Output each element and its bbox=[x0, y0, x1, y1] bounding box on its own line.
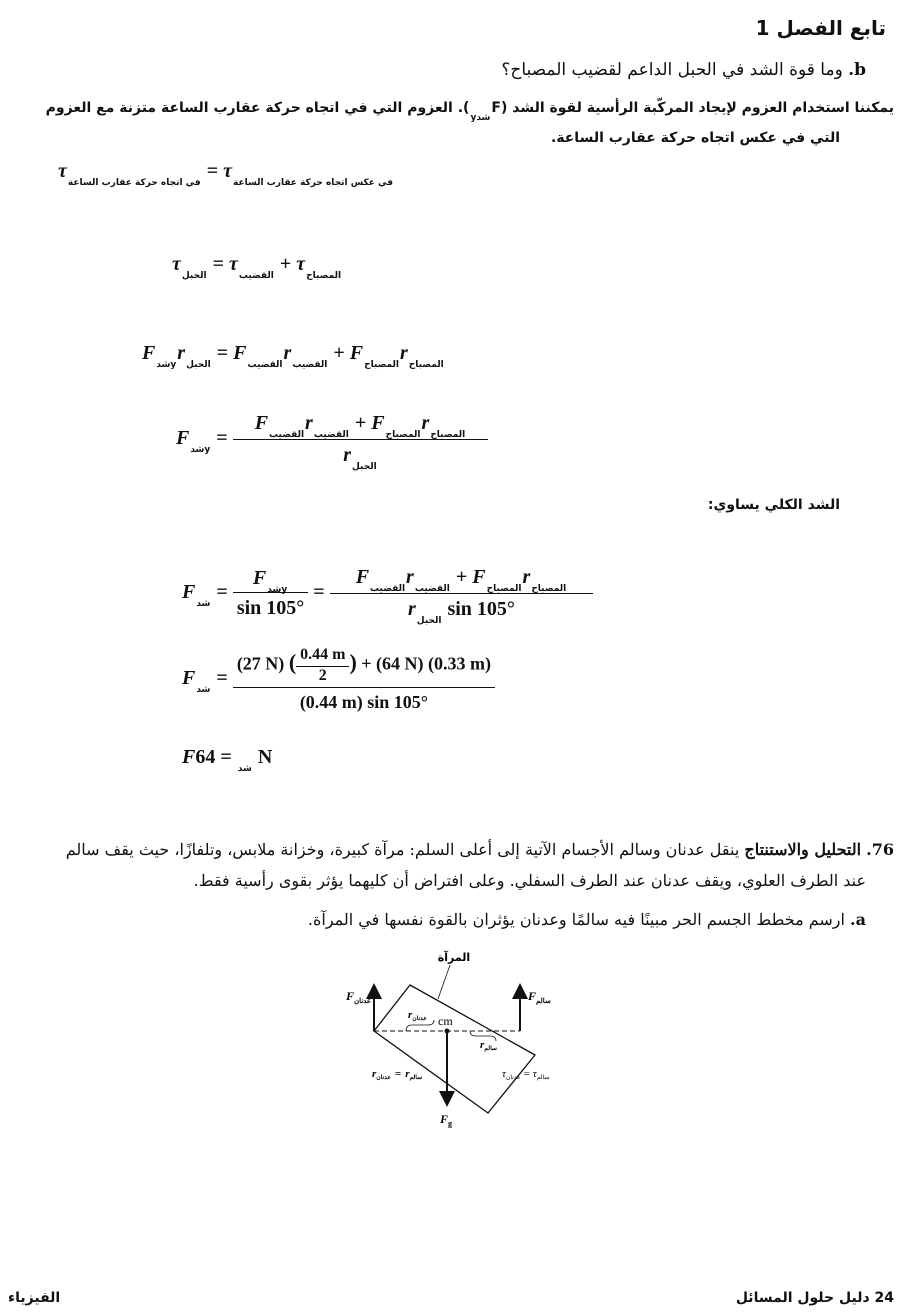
sub-rope: الحبل bbox=[186, 360, 211, 370]
tau-equality-label bbox=[502, 1068, 549, 1081]
r-symbol: r bbox=[372, 1068, 377, 1080]
r-salem-label bbox=[480, 1039, 497, 1052]
sub-lamp: المصباح bbox=[531, 584, 567, 594]
fraction-denominator: (0.44 m) sin 105° bbox=[233, 687, 495, 713]
plus-sign: + bbox=[333, 342, 345, 364]
force-symbol: F bbox=[254, 412, 269, 434]
inner-fraction bbox=[296, 646, 349, 685]
part-a-text: ارسم مخطط الجسم الحر مبينًا فيه سالمًا وعدنان يؤثران بالقوة نفسها في المرآة. bbox=[307, 910, 845, 929]
r-symbol: r bbox=[283, 342, 292, 364]
fraction-denominator: sin 105° bbox=[233, 592, 308, 620]
equals-sign: = bbox=[523, 1068, 530, 1080]
sub-tension-y: شدy bbox=[190, 445, 211, 456]
result-value: = 64 N bbox=[195, 746, 273, 768]
equals-sign: = bbox=[216, 667, 228, 690]
force-symbol: F bbox=[182, 667, 196, 690]
part-b-letter: b. bbox=[848, 60, 866, 80]
r-symbol: r bbox=[408, 1009, 413, 1021]
sub-tension-y: شدy bbox=[267, 585, 288, 595]
numeric-term-b: + (64 N) (0.33 m) bbox=[361, 653, 492, 674]
r-symbol: r bbox=[399, 342, 408, 364]
open-paren: ( bbox=[288, 649, 297, 675]
equals-sign: = bbox=[216, 427, 228, 450]
fraction bbox=[233, 412, 489, 472]
tau-symbol: τ bbox=[228, 253, 238, 275]
mirror-outline bbox=[374, 985, 535, 1113]
sub-lamp: المصباح bbox=[385, 430, 421, 440]
force-symbol: F bbox=[182, 746, 196, 768]
sub-rod: القضيب bbox=[292, 360, 328, 370]
sub-rod: القضيب bbox=[238, 271, 274, 281]
equals-sign: = bbox=[313, 581, 325, 604]
part-b-question bbox=[501, 60, 866, 80]
sub-lamp: المصباح bbox=[306, 271, 342, 281]
plus-sign: + bbox=[354, 412, 367, 434]
sub-tension: شد bbox=[196, 685, 211, 696]
equation-result bbox=[182, 746, 273, 774]
mirror-label: المرآة bbox=[437, 951, 471, 964]
sub-lamp: المصباح bbox=[408, 360, 444, 370]
problem-number: 76. bbox=[866, 840, 894, 859]
center-of-mass-dot bbox=[445, 1029, 450, 1034]
tau-symbol: τ bbox=[172, 253, 181, 275]
fraction-denominator bbox=[233, 439, 489, 472]
fg-sub: g bbox=[448, 1119, 453, 1128]
part-b-explanation-1 bbox=[45, 100, 894, 123]
r-symbol: r bbox=[405, 1068, 410, 1080]
footer-subject: الفيزياء bbox=[8, 1290, 61, 1306]
r-symbol: r bbox=[421, 412, 430, 434]
sub-tension: شد bbox=[196, 599, 211, 610]
equation-torque-sum bbox=[172, 253, 342, 281]
fraction-denominator bbox=[330, 593, 594, 626]
tau-symbol: τ bbox=[532, 1068, 537, 1080]
equals-sign: = bbox=[216, 581, 228, 604]
equation-torque-balance bbox=[58, 160, 394, 188]
problem-76-line-2: عند الطرف العلوي، ويقف عدنان عند الطرف السفلي. وعلى افتراض أن كليهما يؤثر بقوى رأسية فقط. bbox=[193, 871, 866, 890]
f-adnan-label bbox=[345, 989, 371, 1005]
equation-total-tension bbox=[182, 566, 593, 626]
fraction-numerator bbox=[233, 412, 489, 439]
r-salem-sub: سالم bbox=[484, 1046, 497, 1052]
equals-sign: = bbox=[216, 342, 229, 364]
explanation-text-b: ). العزوم التي في اتجاه حركة عقارب الساعة متزنة مع العزوم bbox=[45, 100, 470, 116]
equation-numeric bbox=[182, 646, 495, 713]
sin-term: sin 105° bbox=[447, 598, 515, 620]
force-symbol: F bbox=[182, 581, 196, 604]
fraction-numerator bbox=[330, 566, 594, 593]
tau-symbol: τ bbox=[502, 1068, 506, 1080]
mirror-label-pointer bbox=[438, 965, 450, 999]
tau-eq-right-sub: سالم bbox=[536, 1075, 550, 1081]
part-b-explanation-2: التي في عكس اتجاه حركة عقارب الساعة. bbox=[550, 130, 840, 146]
force-symbol: F bbox=[349, 342, 364, 364]
problem-text-1: ينقل عدنان وسالم الأجسام الآتية إلى أعلى السلم: مرآة كبيرة، وخزانة ملابس، وتلفازًا، حيث يقف سالم bbox=[65, 840, 740, 859]
explanation-text-a: يمكننا استخدام العزوم لإيجاد المركّبة الرأسية لقوة الشد (F bbox=[491, 100, 894, 116]
sub-rod: القضيب bbox=[414, 584, 450, 594]
sub-lamp: المصباح bbox=[486, 584, 522, 594]
equals-sign: = bbox=[206, 160, 219, 182]
f-salem-label bbox=[527, 989, 551, 1005]
force-symbol: F bbox=[252, 567, 267, 589]
force-symbol: F bbox=[472, 566, 486, 588]
f-adnan-sub: عدنان bbox=[354, 997, 372, 1005]
close-paren: ) bbox=[349, 649, 357, 675]
sub-tension: شد bbox=[237, 764, 252, 774]
footer-page: 24 دليل حلول المسائل bbox=[735, 1290, 894, 1306]
part-a-letter: a. bbox=[850, 910, 866, 929]
cm-label: cm bbox=[438, 1014, 453, 1028]
plus-sign: + bbox=[279, 253, 292, 275]
sub-ccw: في عكس اتجاه حركة عقارب الساعة bbox=[232, 178, 394, 188]
tau-symbol: τ bbox=[296, 253, 306, 275]
r-adnan-label bbox=[408, 1009, 427, 1022]
inner-fraction-bottom: 2 bbox=[296, 666, 349, 685]
explanation-sub: شدy bbox=[470, 113, 491, 123]
equals-sign: = bbox=[394, 1068, 402, 1080]
inner-fraction-top: 0.44 m bbox=[300, 646, 346, 663]
sub-rope: الحبل bbox=[352, 462, 377, 472]
f-symbol: F bbox=[346, 989, 355, 1003]
r-eq-left-sub: عدنان bbox=[376, 1075, 391, 1081]
r-equality-label bbox=[372, 1068, 422, 1081]
r-symbol: r bbox=[305, 412, 313, 434]
f-salem-sub: سالم bbox=[536, 997, 551, 1005]
force-symbol: F bbox=[142, 342, 156, 364]
tau-eq-left-sub: عدنان bbox=[505, 1075, 521, 1081]
sub-rope: الحبل bbox=[181, 271, 207, 281]
equation-tension-y bbox=[176, 412, 488, 472]
equation-force-lever bbox=[142, 342, 445, 370]
force-symbol: F bbox=[371, 412, 385, 434]
f-symbol: F bbox=[440, 1112, 449, 1126]
r-symbol: r bbox=[480, 1039, 485, 1051]
sub-rod: القضيب bbox=[370, 584, 406, 594]
tau-symbol: τ bbox=[58, 160, 67, 182]
force-symbol: F bbox=[233, 342, 247, 364]
sub-lamp: المصباح bbox=[430, 430, 466, 440]
tau-symbol: τ bbox=[223, 160, 232, 182]
f-symbol: F bbox=[528, 989, 537, 1003]
problem-title: التحليل والاستنتاج bbox=[744, 840, 862, 859]
sub-rod: القضيب bbox=[269, 430, 305, 440]
fraction bbox=[330, 566, 594, 626]
fraction-numerator bbox=[233, 567, 308, 595]
r-eq-right-sub: سالم bbox=[409, 1075, 423, 1081]
force-symbol: F bbox=[176, 427, 190, 450]
fraction bbox=[233, 646, 495, 713]
r-adnan-sub: عدنان bbox=[412, 1016, 427, 1022]
fraction bbox=[233, 567, 308, 620]
sub-rope: الحبل bbox=[416, 616, 442, 626]
force-symbol: F bbox=[355, 566, 370, 588]
equals-sign: = bbox=[212, 253, 224, 275]
part-b-question-text: وما قوة الشد في الحبل الداعم لقضيب المصباح؟ bbox=[501, 60, 843, 80]
sub-tension-y: شدy bbox=[156, 360, 177, 370]
total-tension-label: الشد الكلي يساوي: bbox=[707, 497, 840, 513]
chapter-title: تابع الفصل 1 bbox=[755, 16, 886, 40]
fg-label bbox=[439, 1112, 452, 1128]
r-symbol: r bbox=[406, 566, 414, 588]
sub-rod: القضيب bbox=[313, 430, 349, 440]
sub-cw: في اتجاه حركة عقارب الساعة bbox=[67, 178, 201, 188]
r-symbol: r bbox=[343, 444, 352, 466]
problem-76-line-1 bbox=[66, 840, 894, 859]
sub-rod: القضيب bbox=[247, 360, 283, 370]
free-body-diagram bbox=[330, 945, 580, 1135]
sub-lamp: المصباح bbox=[364, 360, 399, 370]
r-symbol: r bbox=[522, 566, 531, 588]
fraction-numerator bbox=[233, 646, 495, 687]
plus-sign: + bbox=[455, 566, 468, 588]
r-symbol: r bbox=[177, 342, 186, 364]
problem-76-part-a bbox=[308, 910, 866, 929]
r-symbol: r bbox=[407, 598, 416, 620]
numeric-term-a: (27 N) bbox=[236, 653, 285, 674]
